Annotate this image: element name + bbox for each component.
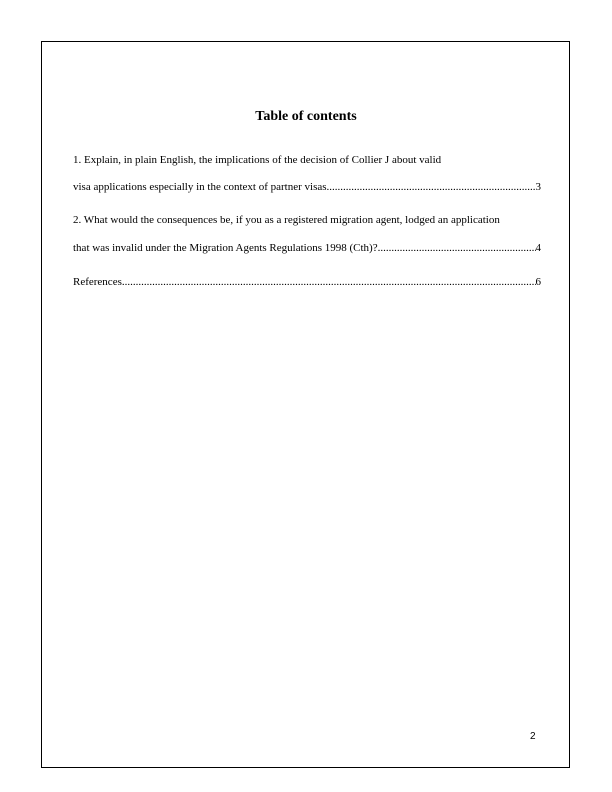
toc-entry-2-line-1: 2. What would the consequences be, if you as a registered migration agent, lodged an application [73,214,500,226]
toc-dot-leader [378,241,536,255]
toc-entry-references[interactable] [73,275,541,289]
toc-entry-1-page: 3 [535,181,541,193]
toc-title: Table of contents [255,109,357,124]
toc-dot-leader [122,275,536,289]
toc-entry-2[interactable] [73,241,541,255]
page-border [41,41,570,768]
toc-entry-1[interactable] [73,180,541,194]
page-number: 2 [530,731,536,742]
toc-entry-2-line-2: that was invalid under the Migration Agents Regulations 1998 (Cth)? [73,242,378,254]
toc-entry-references-page: 6 [535,276,541,288]
toc-dot-leader [327,180,536,194]
toc-entry-1-line-1: 1. Explain, in plain English, the implications of the decision of Collier J about valid [73,154,442,166]
toc-entry-references-label: References [73,276,122,288]
toc-entry-1-line-2: visa applications especially in the context of partner visas [73,181,327,193]
toc-entry-2-page: 4 [535,242,541,254]
